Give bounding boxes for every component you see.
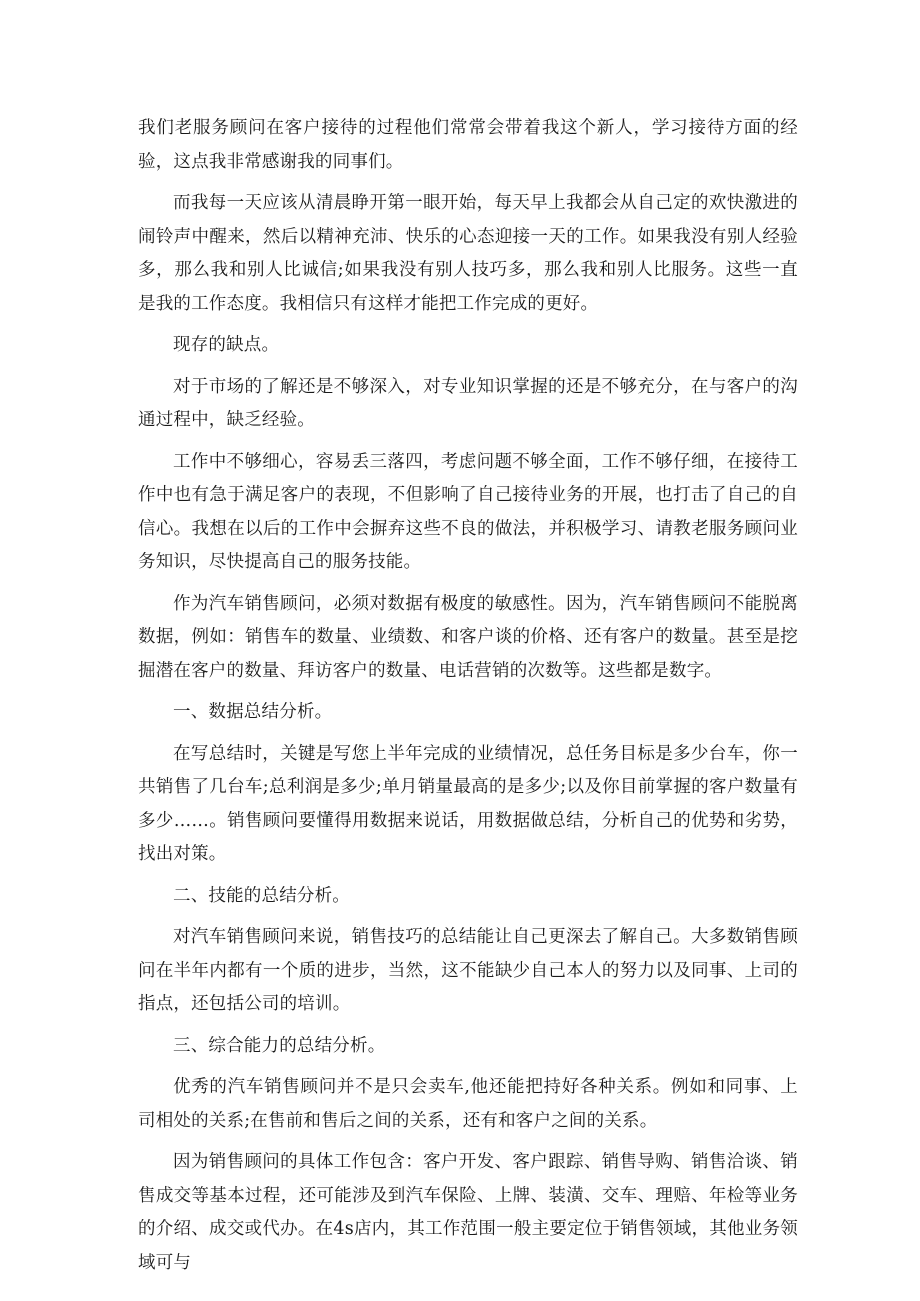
paragraph-data-sensitivity: 作为汽车销售顾问，必须对数据有极度的敏感性。因为，汽车销售顾问不能脱离数据，例如：销售车的数量、业绩数、和客户谈的价格、还有客户的数量。甚至是挖掘潜在客户的数量、拜访客户的数量、电话营销的次数等。这些都是数字。	[138, 593, 798, 681]
heading-skill-analysis: 二、技能的总结分析。	[173, 885, 350, 906]
paragraph-job-scope: 因为销售顾问的具体工作包含：客户开发、客户跟踪、销售导购、销售洽谈、销售成交等基本过程，还可能涉及到汽车保险、上牌、装潢、交车、理赔、年检等业务的介绍、成交或代办。在4s店内，其工作范围一般主要定位于销售领域，其他业务领域可与	[138, 1152, 798, 1273]
paragraph-market-knowledge: 对于市场的了解还是不够深入，对专业知识掌握的还是不够充分，在与客户的沟通过程中，缺乏经验。	[138, 376, 798, 430]
document-body	[138, 112, 798, 1288]
heading-data-analysis: 一、数据总结分析。	[173, 702, 333, 722]
heading-shortcomings: 现存的缺点。	[173, 335, 280, 355]
paragraph-data-analysis: 在写总结时，关键是写您上半年完成的业绩情况，总任务目标是多少台车，你一共销售了几台车;总利润是多少;单月销量最高的是多少;以及你目前掌握的客户数量有多少……。销售顾问要懂得用数据来说话，用数据做总结，分析自己的优势和劣势，找出对策。	[138, 743, 798, 864]
paragraph-work-attitude: 而我每一天应该从清晨睁开第一眼开始，每天早上我都会从自己定的欢快激进的闹铃声中醒来，然后以精神充沛、快乐的心态迎接一天的工作。如果我没有别人经验多，那么我和别人比诚信;如果我没有别人技巧多，那么我和别人比服务。这些一直是我的工作态度。我相信只有这样才能把工作完成的更好。	[138, 193, 798, 314]
paragraph-intro: 我们老服务顾问在客户接待的过程他们常常会带着我这个新人，学习接待方面的经验，这点我非常感谢我的同事们。	[138, 118, 798, 172]
paragraph-carelessness: 工作中不够细心，容易丢三落四，考虑问题不够全面，工作不够仔细，在接待工作中也有急于满足客户的表现，不但影响了自己接待业务的开展，也打击了自己的自信心。我想在以后的工作中会摒弃这些不良的做法，并积极学习、请教老服务顾问业务知识，尽快提高自己的服务技能。	[138, 451, 798, 572]
paragraph-relationships: 优秀的汽车销售顾问并不是只会卖车,他还能把持好各种关系。例如和同事、上司相处的关系;在售前和售后之间的关系，还有和客户之间的关系。	[138, 1077, 798, 1131]
paragraph-skill-analysis: 对汽车销售顾问来说，销售技巧的总结能让自己更深去了解自己。大多数销售顾问在半年内都有一个质的进步，当然，这不能缺少自己本人的努力以及同事、上司的指点，还包括公司的培训。	[138, 927, 798, 1014]
heading-ability-analysis: 三、综合能力的总结分析。	[173, 1035, 386, 1056]
